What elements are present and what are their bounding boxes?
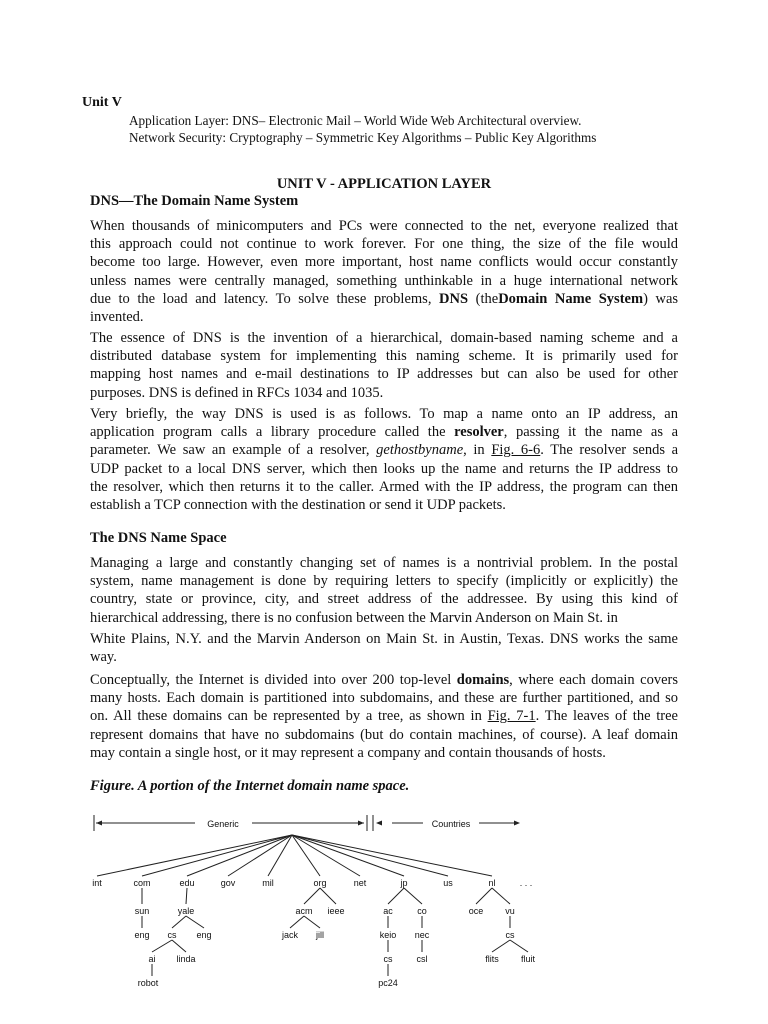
unit-label: Unit V [82, 95, 122, 110]
syllabus-line: Application Layer: DNS– Electronic Mail – World Wide Web Architectural overview. [129, 113, 582, 128]
text-line: mapping host names and e-mail destinations to IP addresses but can also be used for other [90, 366, 678, 383]
paragraph-intro [90, 217, 678, 326]
tree-node-ac: ac [383, 906, 393, 916]
tree-node-yale: yale [177, 906, 195, 916]
tree-node-fluit: fluit [520, 954, 536, 964]
text-line: on. All these domains can be represented by a tree, as shown in Fig. 7-1. The leaves of the tree [90, 708, 678, 725]
text-line: Managing a large and constantly changing set of names is a nontrivial problem. In the postal [90, 555, 678, 571]
tree-node-eng: eng [196, 930, 212, 940]
text-line: unless names were centrally managed, something unthinkable in a huge international network [90, 272, 678, 289]
tree-node-ai: ai [148, 954, 156, 964]
text-line: establish a TCP connection with the destination or send it UDP packets. [90, 497, 506, 514]
tree-node-net: net [353, 878, 367, 888]
tree-node-nl: nl [488, 878, 496, 888]
tree-node-cs: cs [167, 930, 177, 940]
text-line: may contain a single host, or it may represent a company and contain thousands of hosts. [90, 744, 606, 761]
section-heading-dns: DNS—The Domain Name System [90, 193, 299, 209]
tree-node-vu: vu [505, 906, 515, 916]
text-line: The essence of DNS is the invention of a hierarchical, domain-based naming scheme and a [90, 330, 678, 346]
tree-node-sun: sun [134, 906, 150, 916]
text-line: country, state or province, city, and street address of the addressee. By using this kind of [90, 591, 678, 608]
tree-node-eng: eng [134, 930, 150, 940]
text-line: Very briefly, the way DNS is used is as follows. To map a name onto an IP address, an [90, 406, 678, 422]
tree-node-acm: acm [295, 906, 313, 916]
text-line: due to the load and latency. To solve these problems, DNS (theDomain Name System) was [90, 290, 679, 307]
tree-node-cs: cs [383, 954, 393, 964]
text-line: UDP packet to a local DNS server, which then looks up the name and returns the IP address to [90, 460, 678, 477]
tree-node-co: co [417, 906, 427, 916]
fig-7-1-link[interactable]: Fig. 7-1 [487, 708, 536, 725]
tree-node-cs: cs [505, 930, 515, 940]
text-line: become too large. However, even more important, host name conflicts would occur constantly [90, 254, 678, 271]
syllabus-line: Network Security: Cryptography – Symmetric Key Algorithms – Public Key Algorithms [129, 130, 597, 145]
tree-node-robot: robot [137, 978, 159, 988]
paragraph-white-plains [90, 630, 678, 666]
tree-node-pc24: pc24 [378, 978, 398, 988]
generic-label: Generic [207, 819, 239, 829]
tree-node-mil: mil [262, 878, 274, 888]
tree-node-ieee: ieee [327, 906, 345, 916]
domain-tree-figure [80, 804, 550, 994]
tree-node-nec: nec [414, 930, 430, 940]
text-line: this approach could not continue to work forever. For one thing, the size of the file would [90, 236, 678, 253]
tree-node-oce: oce [468, 906, 484, 916]
text-line: hierarchical addressing, there is no confusion between the Marvin Anderson on Main St. in [90, 609, 618, 626]
syllabus [129, 112, 596, 146]
paragraph-resolver [90, 405, 678, 514]
tree-node-org: org [313, 878, 327, 888]
paragraph-postal [90, 554, 678, 627]
text-line: many hosts. Each domain is partitioned into subdomains, and these are further partitioned, and so [90, 690, 678, 707]
text-line: When thousands of minicomputers and PCs were connected to the net, everyone realized that [90, 218, 678, 234]
text-line: parameter. We saw an example of a resolver, gethostbyname, in Fig. 6-6. The resolver sends a [90, 442, 679, 459]
text-line: purposes. DNS is defined in RFCs 1034 and 1035. [90, 384, 384, 401]
section-heading-namespace: The DNS Name Space [90, 530, 227, 546]
text-line: distributed database system for implementing this naming scheme. It is primarily used for [90, 348, 678, 365]
paragraph-domains [90, 671, 678, 762]
tree-node-jp: jp [400, 878, 408, 888]
tree-node-gov: gov [220, 878, 236, 888]
figure-caption: Figure. A portion of the Internet domain name space. [90, 778, 410, 794]
text-line: represent domains that have no subdomains (but do contain machines, of course). A leaf domain [90, 726, 678, 743]
tree-node-csl: csl [416, 954, 428, 964]
text-line: Conceptually, the Internet is divided into over 200 top-level domains, where each domain covers [90, 672, 678, 688]
text-line: system, name management is done by requiring letters to specify (implicitly or explicitly) the [90, 573, 678, 590]
paragraph-essence [90, 329, 678, 402]
tree-node-jill: jill [316, 930, 324, 940]
text-line: application program calls a library procedure called the resolver, passing it the name as a [90, 424, 679, 441]
tree-node-flits: flits [485, 954, 499, 964]
fig-6-6-link[interactable]: Fig. 6-6 [491, 442, 541, 459]
text-line: the resolver, which then returns it to the caller. Armed with the IP address, the program can then [90, 478, 678, 495]
text-line: way. [90, 649, 117, 666]
tree-node-int: int [92, 878, 102, 888]
page-heading: UNIT V - APPLICATION LAYER [276, 176, 492, 192]
tree-node-com: com [133, 878, 151, 888]
tree-node-edu: edu [179, 878, 195, 888]
tree-node-us: us [443, 878, 453, 888]
countries-label: Countries [431, 819, 471, 829]
text-line: invented. [90, 309, 144, 326]
tree-node-linda: linda [176, 954, 196, 964]
tree-node-keio: keio [379, 930, 397, 940]
tree-node-jack: jack [281, 930, 299, 940]
text-line: White Plains, N.Y. and the Marvin Anderson on Main St. in Austin, Texas. DNS works the same [90, 631, 678, 647]
more-ellipsis: . . . [519, 878, 533, 888]
